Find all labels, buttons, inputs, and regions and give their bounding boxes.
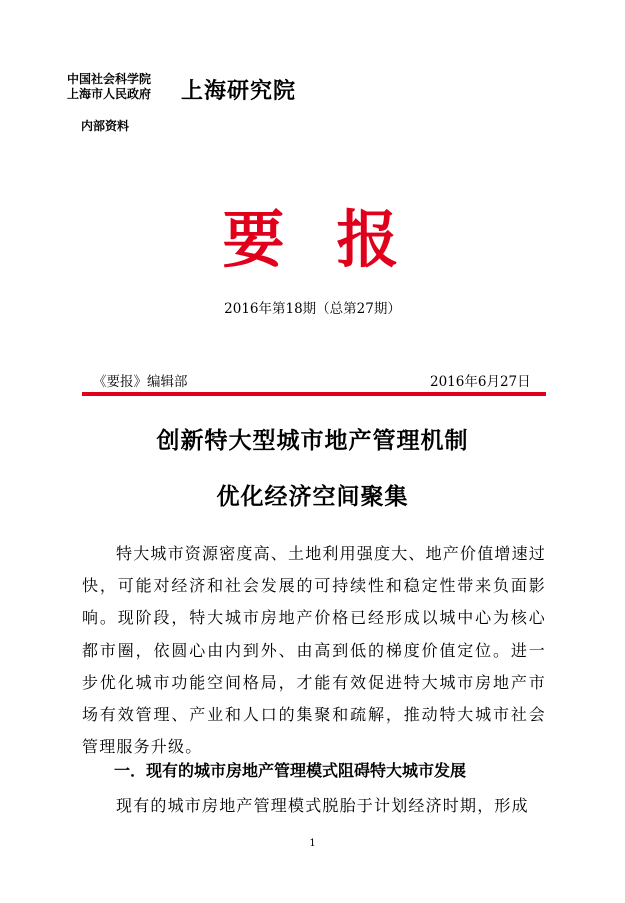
masthead-char-1: 要 — [222, 203, 289, 276]
masthead-title — [0, 190, 625, 279]
paragraph-1: 特大城市资源密度高、土地利用强度大、地产价值增速过快，可能对经济和社会发展的可持续性和稳定性带来负面影响。现阶段，特大城市房地产价格已经形成以城中心为核心都市圈，依圆心由内到外、由高到低的梯度价值定位。进一步优化城市功能空间格局，才能有效促进特大城市房地产市场有效管理、产业和人口的集聚和疏解，推动特大城市社会管理服务升级。 — [82, 544, 547, 757]
institute-name: 上海研究院 — [181, 78, 297, 104]
page-number: 1 — [309, 838, 316, 849]
paragraph-2-container — [82, 790, 546, 822]
org-line-2: 上海市人民政府 — [67, 87, 152, 101]
masthead-char-2: 报 — [336, 203, 403, 276]
classification-label: 内部资料 — [81, 119, 130, 133]
paragraph-2: 现有的城市房地产管理模式脱胎于计划经济时期，形成 — [116, 796, 529, 815]
article-title-line-1: 创新特大型城市地产管理机制 — [156, 427, 469, 454]
article-body — [82, 538, 546, 763]
issue-number: 2016年第18期（总第27期） — [224, 301, 401, 317]
publication-date: 2016年6月27日 — [430, 374, 531, 390]
organization-block — [67, 72, 151, 102]
editorial-department: 《要报》编辑部 — [93, 374, 188, 390]
red-divider — [82, 392, 546, 396]
article-title-line-2: 优化经济空间聚集 — [216, 483, 409, 510]
org-line-1: 中国社会科学院 — [67, 72, 152, 86]
section-heading-1: 一．现有的城市房地产管理模式阻碍特大城市发展 — [114, 761, 467, 780]
